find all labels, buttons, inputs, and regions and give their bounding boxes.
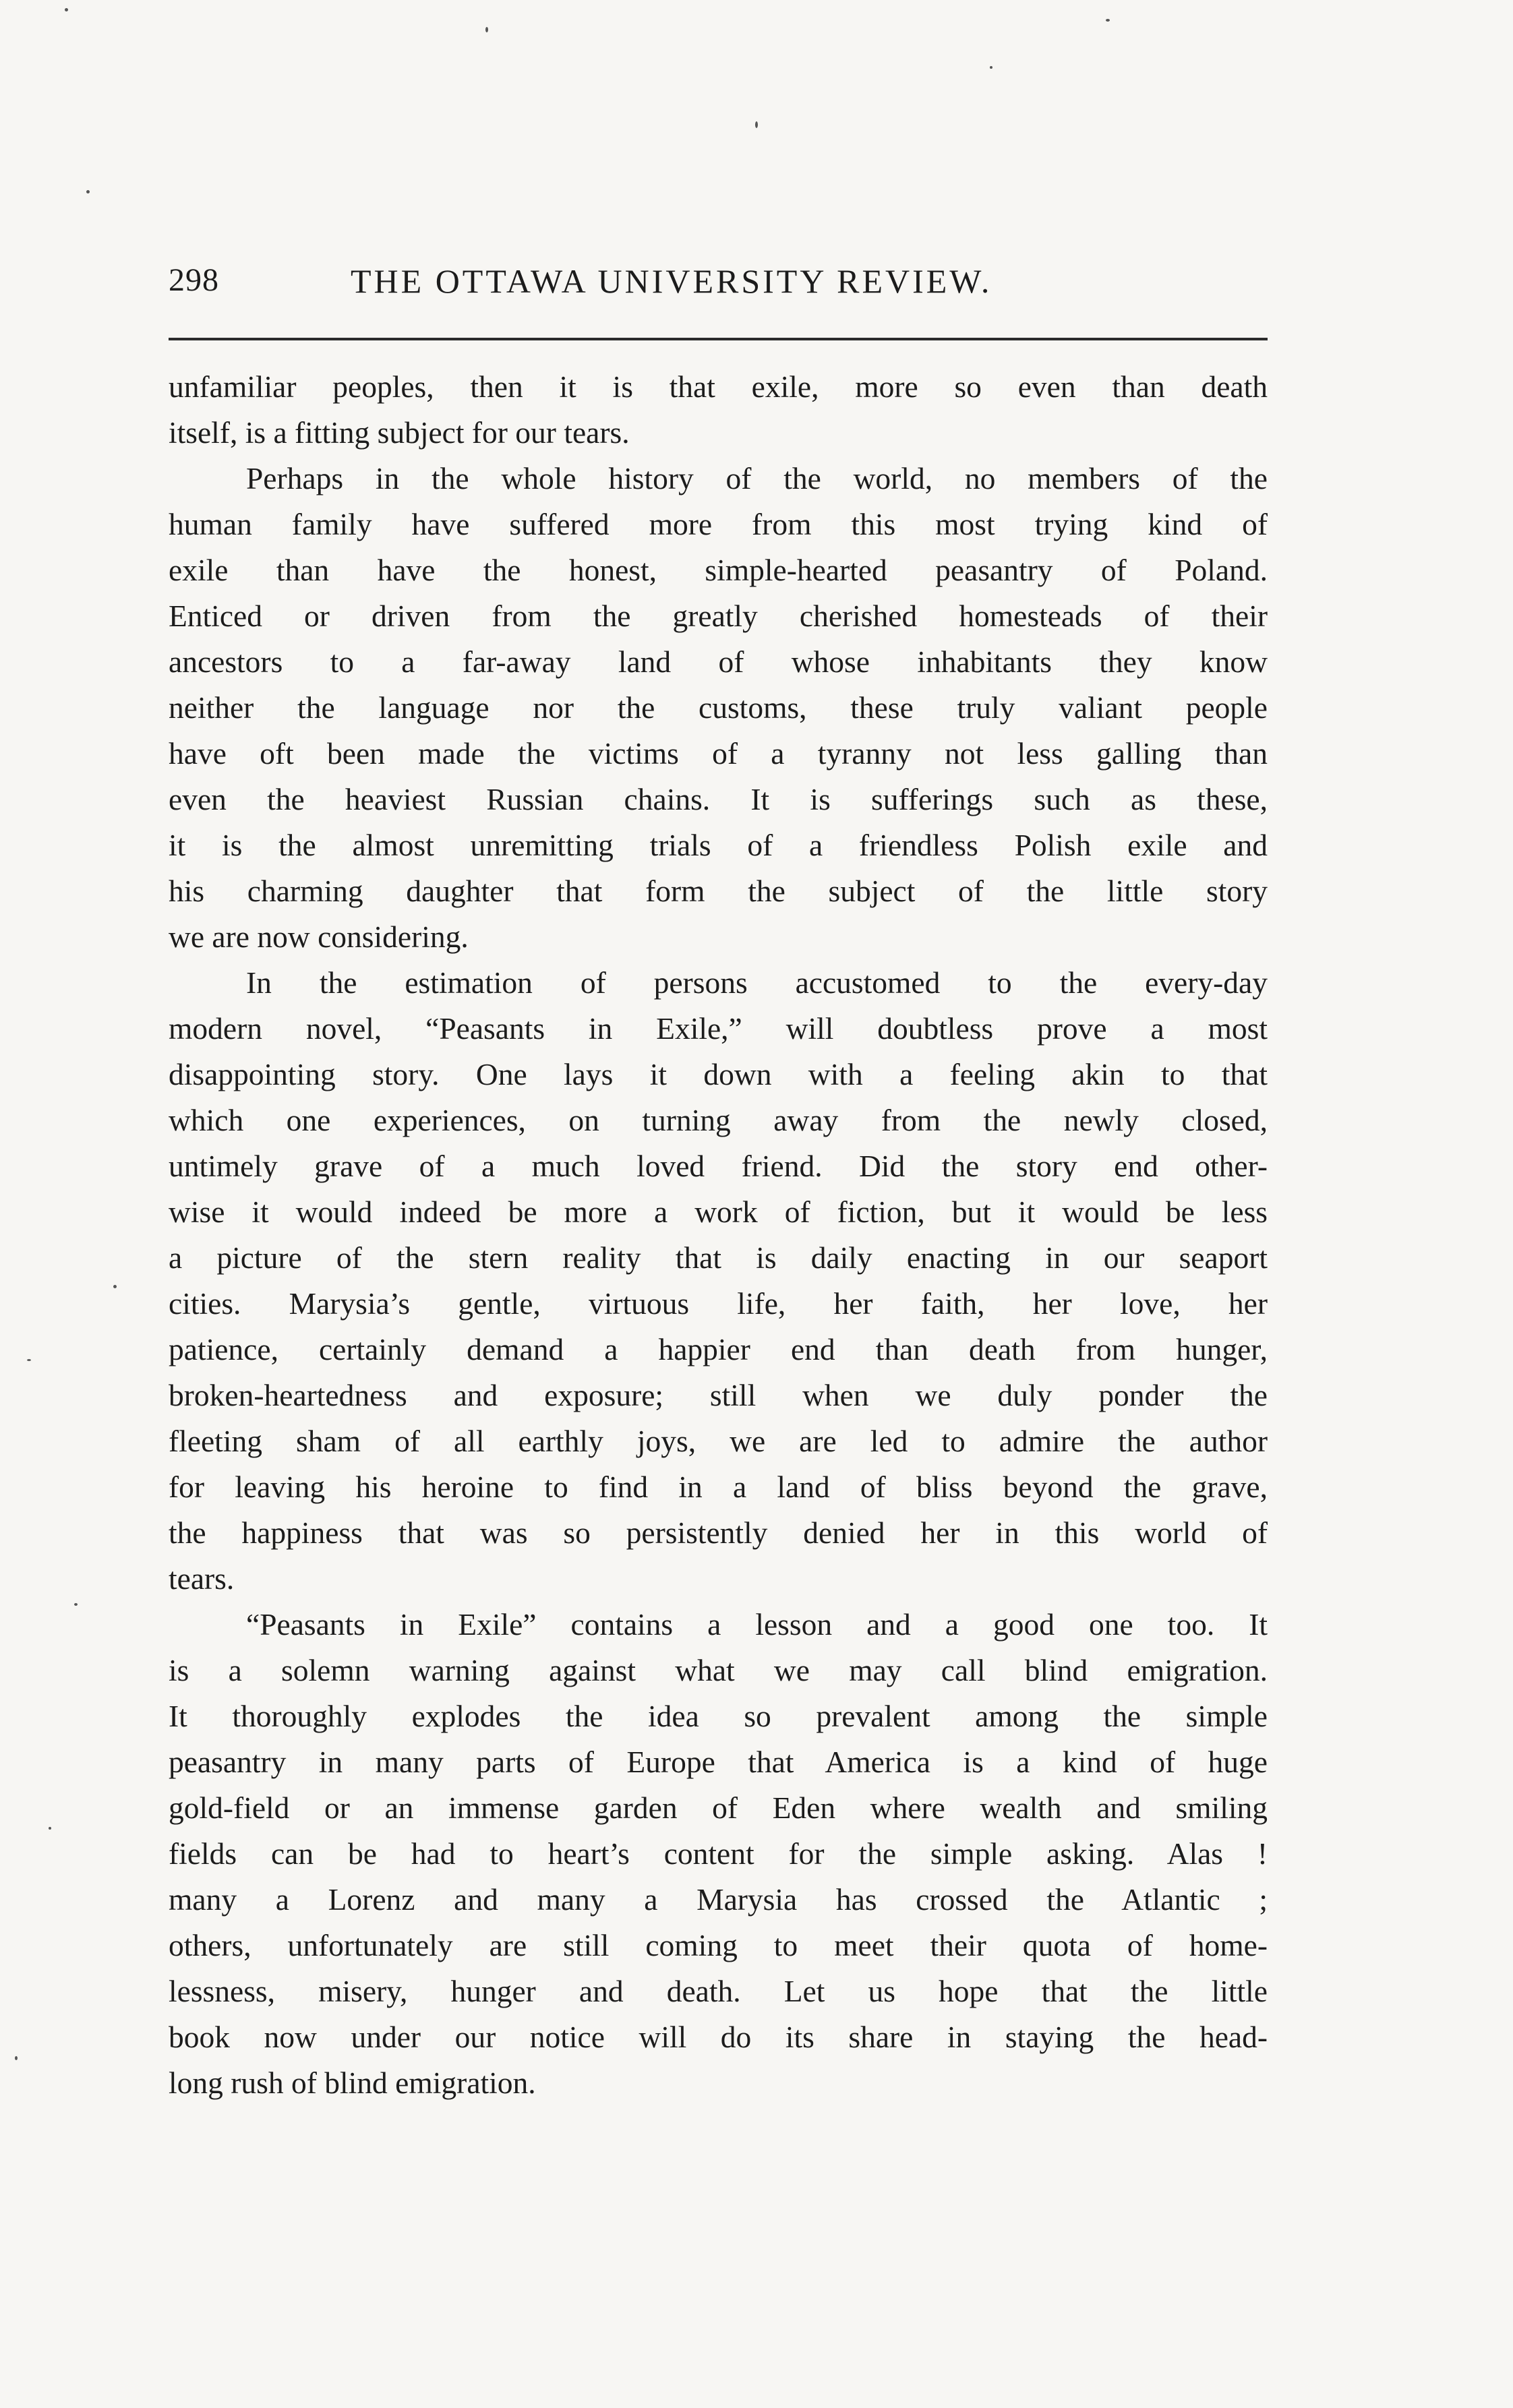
text-line: even the heaviest Russian chains. It is sufferings such as these, [169, 782, 1268, 816]
text-line: untimely grave of a much loved friend. Did the story end other- [169, 1149, 1268, 1183]
text-line: a picture of the stern reality that is daily enacting in our seaport [169, 1240, 1268, 1275]
scan-speck [485, 27, 488, 32]
text-line: for leaving his heroine to find in a land of bliss beyond the grave, [169, 1470, 1268, 1504]
journal-title: THE OTTAWA UNIVERSITY REVIEW. [351, 262, 992, 300]
text-line: many a Lorenz and many a Marysia has crossed the Atlantic ; [169, 1882, 1268, 1917]
text-line: gold-field or an immense garden of Eden where wealth and smiling [169, 1790, 1268, 1825]
text-line: patience, certainly demand a happier end than death from hunger, [169, 1332, 1268, 1366]
article-body [169, 364, 1268, 2106]
running-head [169, 262, 1268, 315]
scan-speck [49, 1827, 51, 1830]
text-line: lessness, misery, hunger and death. Let us hope that the little [169, 1974, 1268, 2008]
scan-speck [1106, 19, 1110, 22]
text-line: neither the language nor the customs, these truly valiant people [169, 690, 1268, 725]
text-line: peasantry in many parts of Europe that America is a kind of huge [169, 1745, 1268, 1779]
text-line: itself, is a fitting subject for our tears. [169, 415, 630, 450]
scan-speck [65, 8, 68, 11]
text-line: modern novel, “Peasants in Exile,” will doubtless prove a most [169, 1011, 1268, 1046]
scan-speck [15, 2056, 18, 2060]
text-line: Perhaps in the whole history of the world, no members of the [246, 461, 1268, 495]
page-number: 298 [169, 262, 219, 298]
text-line: In the estimation of persons accustomed to the every-day [246, 965, 1268, 1000]
scan-speck [755, 121, 758, 128]
text-line: unfamiliar peoples, then it is that exile, more so even than death [169, 369, 1268, 404]
text-line: long rush of blind emigration. [169, 2066, 536, 2100]
scan-speck [74, 1603, 78, 1606]
text-line: Enticed or driven from the greatly cherished homesteads of their [169, 599, 1268, 633]
text-line: wise it would indeed be more a work of fiction, but it would be less [169, 1195, 1268, 1229]
scan-speck [86, 190, 90, 193]
text-line: ancestors to a far-away land of whose inhabitants they know [169, 644, 1268, 679]
text-line: human family have suffered more from this most trying kind of [169, 507, 1268, 541]
text-line: tears. [169, 1561, 235, 1596]
scan-speck [27, 1359, 31, 1361]
text-line: others, unfortunately are still coming to meet their quota of home- [169, 1928, 1268, 1962]
paragraph [169, 364, 1268, 456]
text-line: fields can be had to heart’s content for the simple asking. Alas ! [169, 1836, 1268, 1871]
paragraph [169, 1602, 1268, 2106]
text-line: book now under our notice will do its share in staying the head- [169, 2020, 1268, 2054]
text-line: disappointing story. One lays it down with a feeling akin to that [169, 1057, 1268, 1091]
paragraph [169, 960, 1268, 1602]
text-line: fleeting sham of all earthly joys, we are led to admire the author [169, 1424, 1268, 1458]
text-line: his charming daughter that form the subject of the little story [169, 874, 1268, 908]
text-line: cities. Marysia’s gentle, virtuous life, her faith, her love, her [169, 1286, 1268, 1321]
paragraph [169, 456, 1268, 960]
text-line: broken-heartedness and exposure; still when we duly ponder the [169, 1378, 1268, 1412]
text-line: have oft been made the victims of a tyranny not less galling than [169, 736, 1268, 771]
text-line: is a solemn warning against what we may call blind emigration. [169, 1653, 1268, 1687]
text-line: we are now considering. [169, 920, 469, 954]
scan-speck [113, 1285, 117, 1288]
text-line: the happiness that was so persistently denied her in this world of [169, 1515, 1268, 1550]
text-line: it is the almost unremitting trials of a friendless Polish exile and [169, 828, 1268, 862]
text-line: “Peasants in Exile” contains a lesson and a good one too. It [246, 1607, 1268, 1642]
header-rule [169, 338, 1268, 340]
text-line: which one experiences, on turning away from the newly closed, [169, 1103, 1268, 1137]
text-line: exile than have the honest, simple-hearted peasantry of Poland. [169, 553, 1268, 587]
text-line: It thoroughly explodes the idea so prevalent among the simple [169, 1699, 1268, 1733]
scan-speck [990, 66, 992, 69]
